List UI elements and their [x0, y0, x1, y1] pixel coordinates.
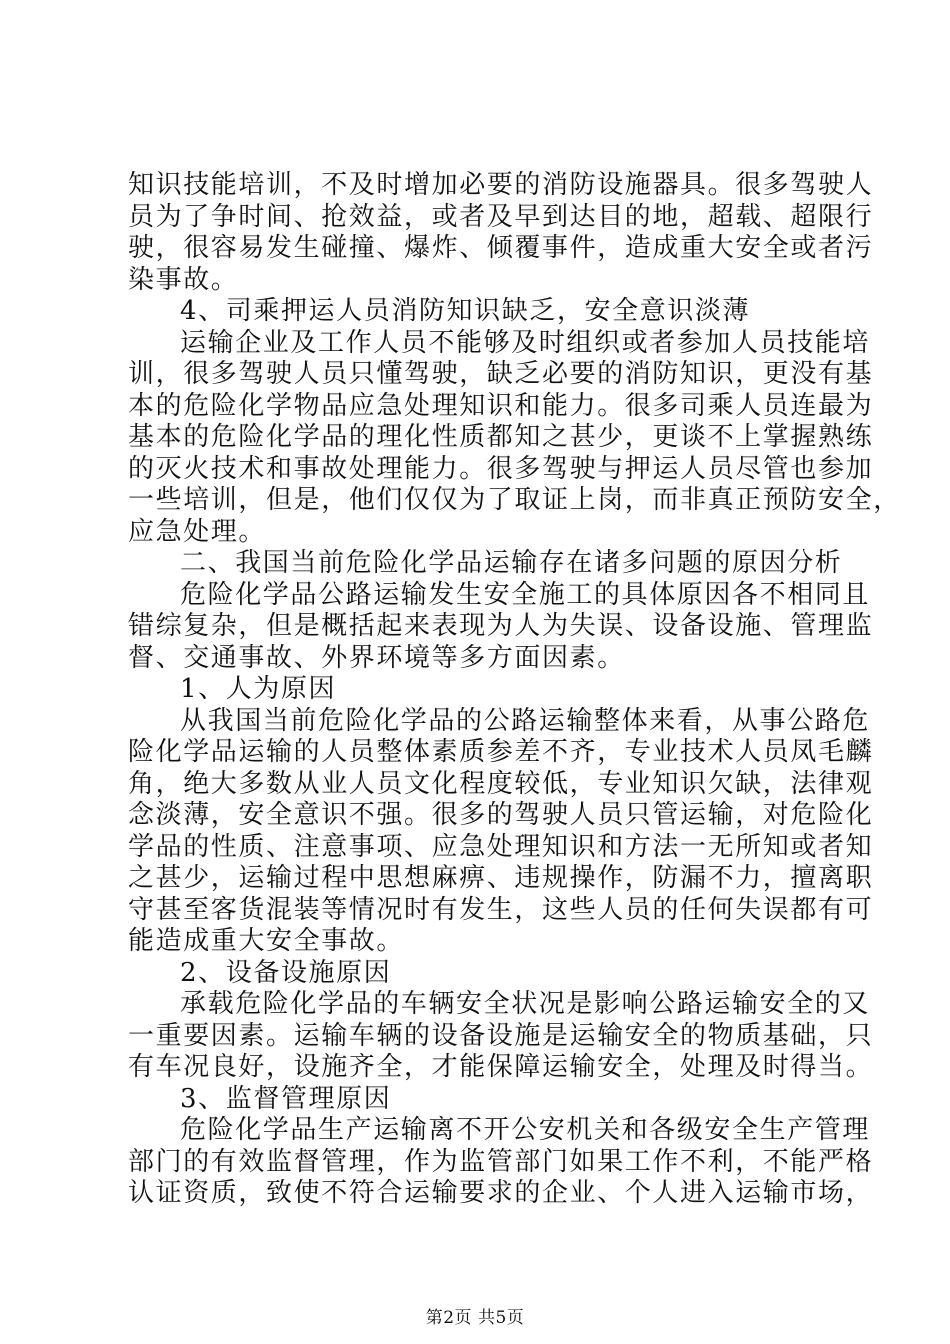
- text-line: 应急处理。: [128, 516, 267, 547]
- text-line: 本的危险化学物品应急处理知识和能力。很多司乘人员连最为: [128, 390, 874, 421]
- text-line: 有车况良好，设施齐全，才能保障运输安全，处理及时得当。: [128, 1052, 874, 1082]
- text-line: 错综复杂，但是概括起来表现为人为失误、设备设施、管理监: [128, 611, 874, 641]
- text-line: 险化学品运输的人员整体素质参差不齐，专业技术人员凤毛麟: [128, 737, 874, 767]
- text-line: 危险化学品公路运输发生安全施工的具体原因各不相同且: [180, 579, 871, 610]
- text-line: 一些培训，但是，他们仅仅为了取证上岗，而非真正预防安全，: [128, 485, 901, 515]
- text-line: 承载危险化学品的车辆安全状况是影响公路运输安全的又: [180, 989, 871, 1019]
- page-number: 第2页 共5页: [425, 1308, 525, 1328]
- text-line: 认证资质，致使不符合运输要求的企业、个人进入运输市场，: [128, 1178, 874, 1208]
- text-line: 染事故。: [128, 264, 239, 295]
- text-line: 之甚少，运输过程中思想麻痹、违规操作，防漏不力，擅离职: [128, 863, 874, 893]
- text-line: 驶，很容易发生碰撞、爆炸、倾覆事件，造成重大安全或者污: [128, 233, 874, 263]
- text-line: 守甚至客货混装等情况时有发生，这些人员的任何失误都有可: [128, 894, 874, 925]
- section-heading: 4、司乘押运人员消防知识缺乏，安全意识淡薄: [180, 296, 751, 326]
- text-line: 督、交通事故、外界环境等多方面因素。: [128, 642, 625, 673]
- text-line: 学品的性质、注意事项、应急处理知识和方法一无所知或者知: [128, 831, 874, 862]
- section-heading: 3、监督管理原因: [180, 1083, 392, 1114]
- text-line: 能造成重大安全事故。: [128, 926, 405, 956]
- text-line: 训，很多驾驶人员只懂驾驶，缺乏必要的消防知识，更没有基: [128, 359, 874, 389]
- text-line: 危险化学品生产运输离不开公安机关和各级安全生产管理: [180, 1115, 871, 1145]
- section-heading: 二、我国当前危险化学品运输存在诸多问题的原因分析: [180, 548, 843, 578]
- text-line: 念淡薄，安全意识不强。很多的驾驶人员只管运输，对危险化: [128, 800, 874, 830]
- document-body: [128, 170, 901, 1210]
- text-line: 运输企业及工作人员不能够及时组织或者参加人员技能培: [180, 327, 871, 358]
- section-heading: 1、人为原因: [180, 674, 337, 704]
- text-line: 部门的有效监督管理，作为监管部门如果工作不利，不能严格: [128, 1146, 874, 1177]
- text-line: 角，绝大多数从业人员文化程度较低，专业知识欠缺，法律观: [128, 768, 874, 799]
- text-line: 一重要因素。运输车辆的设备设施是运输安全的物质基础，只: [128, 1020, 874, 1051]
- text-line: 知识技能培训，不及时增加必要的消防设施器具。很多驾驶人: [128, 170, 874, 200]
- text-line: 基本的危险化学品的理化性质都知之甚少，更谈不上掌握熟练: [128, 422, 874, 452]
- text-line: 员为了争时间、抢效益，或者及早到达目的地，超载、超限行: [128, 201, 874, 232]
- text-line: 从我国当前危险化学品的公路运输整体来看，从事公路危: [180, 705, 871, 736]
- text-line: 的灭火技术和事故处理能力。很多驾驶与押运人员尽管也参加: [128, 453, 874, 484]
- section-heading: 2、设备设施原因: [180, 957, 392, 988]
